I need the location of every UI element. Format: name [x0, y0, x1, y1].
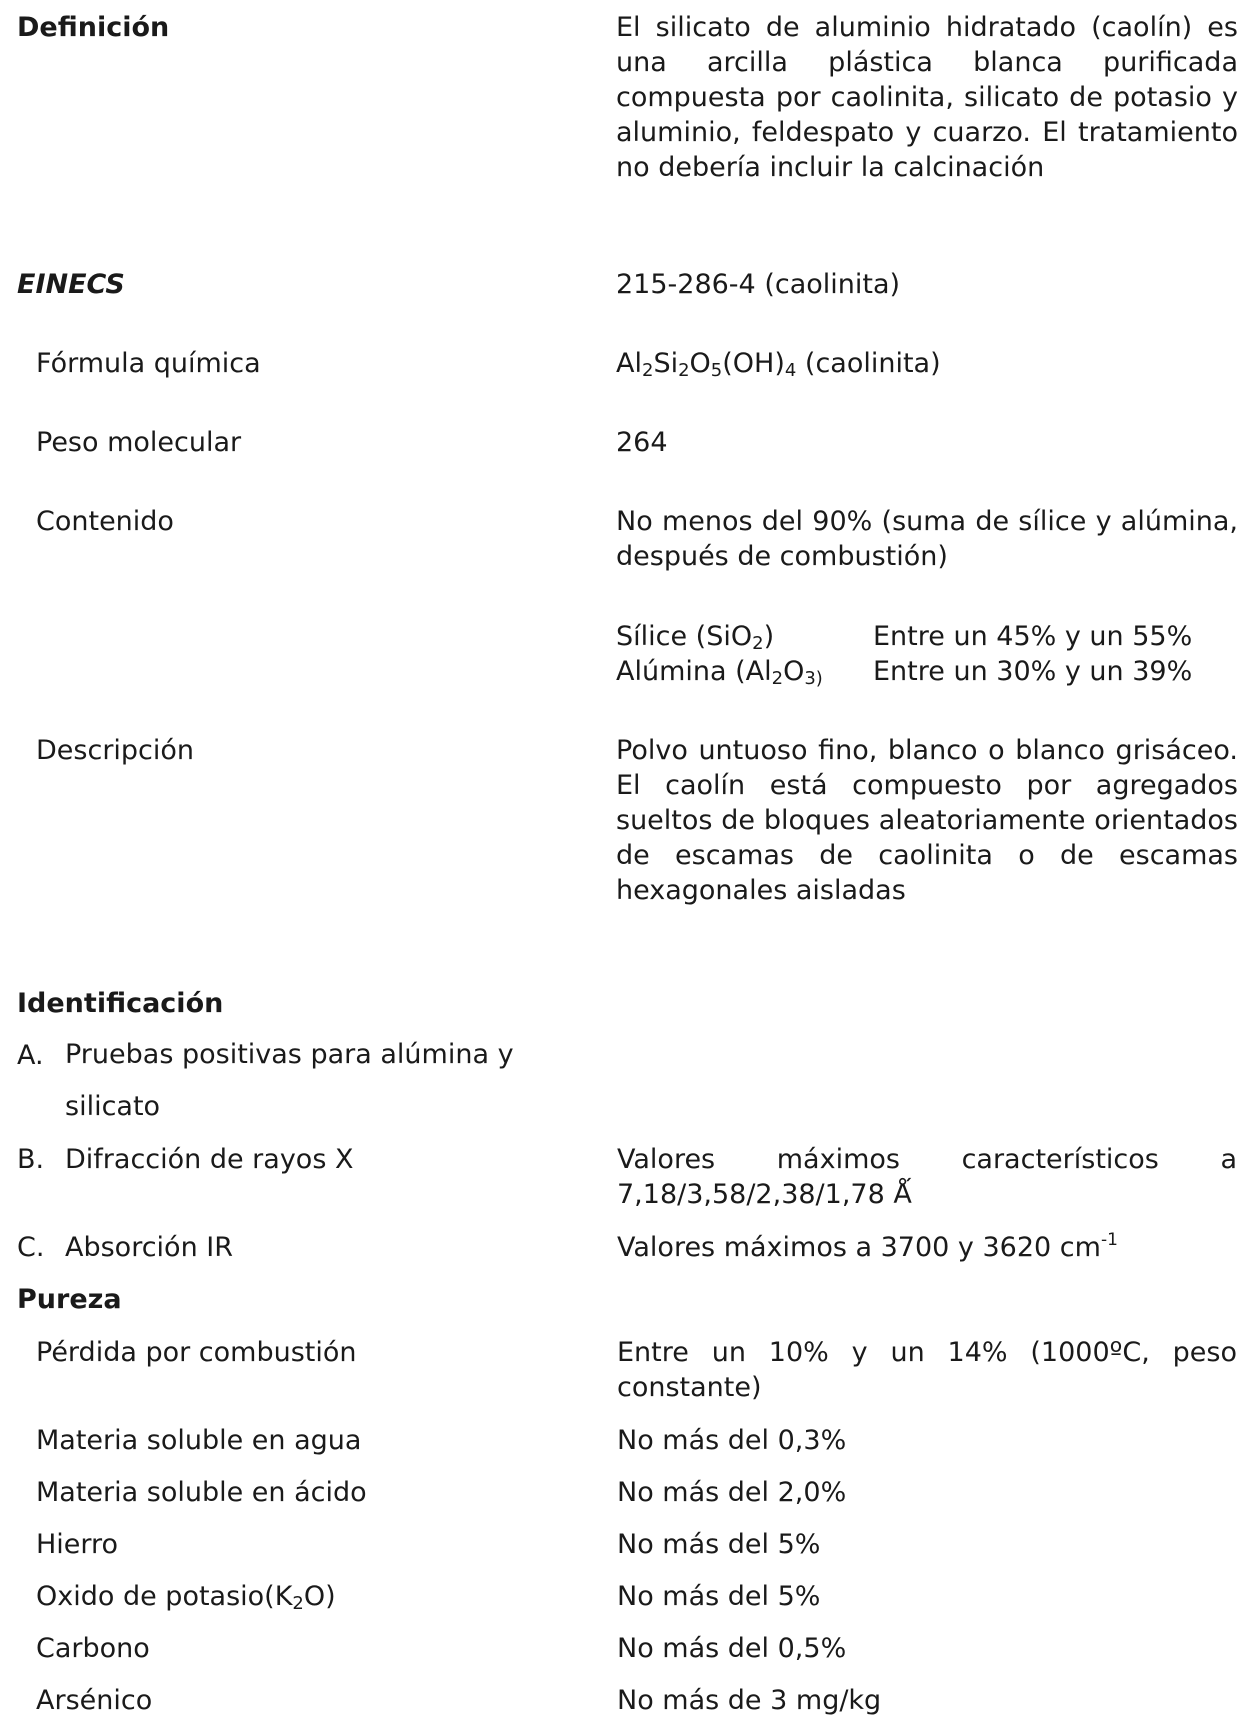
alumina-label: Alúmina (Al2O3) [616, 656, 823, 689]
arsenico-label: Arsénico [36, 1685, 153, 1716]
ident-c-letter: C. [17, 1232, 45, 1263]
contenido-text: No menos del 90% (suma de sílice y alúmina, después de combustión) [616, 506, 1238, 572]
formula-label: Fórmula química [36, 348, 261, 379]
descripcion-label: Descripción [36, 735, 195, 766]
carbono-label: Carbono [36, 1633, 150, 1664]
carbono-value: No más del 0,5% [617, 1633, 847, 1664]
hierro-value: No más del 5% [617, 1529, 821, 1560]
silice-label: Sílice (SiO2) [616, 621, 775, 654]
formula-value: Al2Si2O5(OH)4 (caolinita) [616, 348, 941, 381]
definicion-text: El silicato de aluminio hidratado (caolín) es una arcilla plástica blanca purificada compuesta por caolinita, silicato de potasio y aluminio, feldespato y cuarzo. El tratamiento no debería incluir la calcinación [616, 12, 1238, 183]
peso-value: 264 [616, 427, 668, 458]
perdida-value: Entre un 10% y un 14% (1000ºC, peso constante) [617, 1337, 1237, 1403]
potasio-label: Oxido de potasio(K2O) [36, 1581, 336, 1614]
arsenico-value: No más de 3 mg/kg [617, 1685, 882, 1716]
ident-b-letter: B. [17, 1144, 45, 1175]
einecs-value: 215-286-4 (caolinita) [616, 269, 901, 300]
hierro-label: Hierro [36, 1529, 119, 1560]
acido-value: No más del 2,0% [617, 1477, 847, 1508]
ident-c-label: Absorción IR [65, 1232, 233, 1263]
ident-c-value: Valores máximos a 3700 y 3620 $cm^{-1}$ [617, 1230, 1118, 1263]
einecs-label: EINECS [17, 269, 125, 300]
pureza-heading: Pureza [17, 1284, 122, 1315]
ident-b-value: Valores máximos característicos a 7,18/3,58/2,38/1,78 Ǻ [617, 1144, 1237, 1210]
peso-label: Peso molecular [36, 427, 242, 458]
acido-label: Materia soluble en ácido [36, 1477, 367, 1508]
agua-label: Materia soluble en agua [36, 1425, 362, 1456]
ident-a-line2: silicato [65, 1091, 161, 1122]
descripcion-text: Polvo untuoso fino, blanco o blanco grisáceo. El caolín está compuesto por agregados sueltos de bloques aleatoriamente orientados de escamas de caolinita o de escamas hexagonales aisladas [616, 735, 1238, 906]
ident-b-label: Difracción de rayos X [65, 1144, 354, 1175]
ident-a-line1: Pruebas positivas para alúmina y [65, 1039, 514, 1070]
ident-a-letter: A. [17, 1040, 44, 1071]
identificacion-heading: Identificación [17, 988, 224, 1019]
definicion-label: Definición [17, 12, 170, 43]
potasio-value: No más del 5% [617, 1581, 821, 1612]
silice-value: Entre un 45% y un 55% [873, 621, 1193, 652]
agua-value: No más del 0,3% [617, 1425, 847, 1456]
contenido-label: Contenido [36, 506, 174, 537]
perdida-label: Pérdida por combustión [36, 1337, 357, 1368]
alumina-value: Entre un 30% y un 39% [873, 656, 1193, 687]
